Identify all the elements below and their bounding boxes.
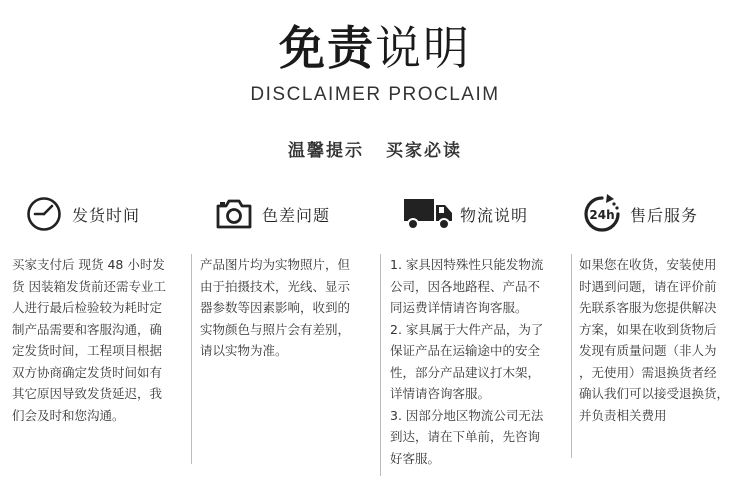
section-head-color-difference [212, 192, 330, 236]
truck-icon [402, 192, 454, 236]
section-label-color-difference: 色差问题 [262, 205, 331, 225]
section-text-shipping-time: 买家支付后 现货 48 小时发 货 因装箱发货前还需专业工 人进行最后检验较为耗时定 制产品需要和客服沟通，确 定发货时间，工程项目根据 双方协商确定发货时间如有 其它原因导致发货延迟，我 们会及时和您沟通。 [12, 257, 166, 423]
page-title [0, 20, 750, 76]
tips-right: 买家必读 [386, 141, 462, 161]
24h-service-icon [580, 192, 624, 236]
title-cn-bold: 免责 [279, 21, 375, 75]
clock-icon [22, 192, 66, 236]
column-divider [380, 254, 381, 476]
24h-label: 24h [589, 208, 615, 222]
tips-left: 温馨提示 [288, 141, 364, 161]
section-head-after-sales [580, 192, 698, 236]
column-divider [191, 254, 192, 464]
tips-heading [0, 136, 750, 161]
section-text-color-difference: 产品图片均为实物照片，但 由于拍摄技术，光线、显示 器参数等因素影响，收到的 实物颜色与照片会有差别， 请以实物为准。 [200, 257, 351, 358]
title-cn-light: 说明 [375, 21, 471, 75]
section-text-after-sales: 如果您在收货，安装使用 时遇到问题，请在评价前 先联系客服为您提供解决 方案，如果在收到货物后 发现有质量问题（非人为 ，无使用）需退换货者经 确认我们可以接受退换货， 并负责相关费用 [579, 257, 730, 423]
section-text-logistics: 1. 家具因特殊性只能发物流 公司，因各地路程、产品不 同运费详情请咨询客服。 2. 家具属于大件产品，为了 保证产品在运输途中的安全 性，部分产品建议打木架， 详情请咨询客服。 3. 因部分地区物流公司无法 到达，请在下单前，先咨询 好客服。 [390, 257, 544, 466]
section-label-after-sales: 售后服务 [630, 205, 699, 225]
section-label-shipping-time: 发货时间 [72, 205, 141, 225]
page-subtitle: DISCLAIMER PROCLAIM [250, 84, 500, 105]
section-label-logistics: 物流说明 [460, 205, 529, 225]
column-divider [571, 254, 572, 458]
section-head-shipping-time [22, 192, 140, 236]
section-head-logistics [402, 192, 528, 236]
camera-icon [212, 192, 256, 236]
